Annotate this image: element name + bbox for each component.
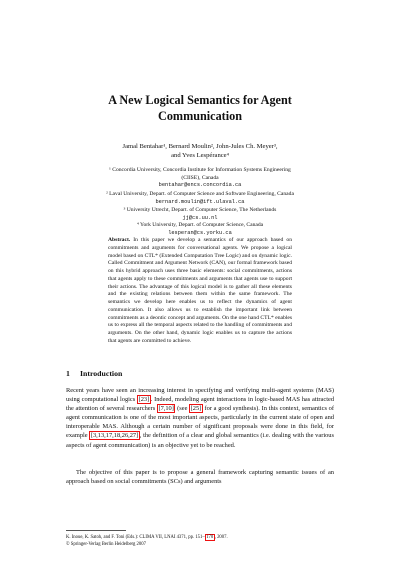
publication-footer <box>66 535 334 548</box>
affiliation-1-cont: (CIISE), Canada <box>181 174 219 181</box>
intro-paragraph-1 <box>66 386 334 450</box>
affiliation-1-email[interactable]: bentahar@encs.concordia.ca <box>158 182 242 189</box>
affiliation-3-text: ³ University Utrecht, Depart. of Computer Science, The Netherlands <box>123 207 277 213</box>
affiliation-2 <box>40 191 360 206</box>
citation-link[interactable]: [3,13,17,18,26,27] <box>90 432 139 440</box>
citation-link[interactable]: [7,10] <box>158 405 174 413</box>
citation-link[interactable]: [23] <box>138 396 150 404</box>
p1-text-e: , the definition of a clear and global semantics (i.e. dealing with the various aspects of agent communication) is an objective yet to be reached. <box>66 432 334 449</box>
affiliation-2-text: ² Laval University, Depart. of Computer Science and Software Engineering, Canada <box>106 191 294 197</box>
p1-text-a: Recent years have seen an increasing interest in specifying and verifying multi-agent systems (MAS) using computational logics <box>66 387 334 404</box>
section-heading <box>66 369 122 378</box>
authors-line2: and Yves Lespérance⁴ <box>171 152 229 159</box>
affiliation-3-email[interactable]: jj@cs.uu.nl <box>182 214 218 221</box>
footer-text: K. Inoue, K. Satoh, and F. Toni (Eds.): CLIMA VII, LNAI 4371, pp. 151– <box>66 535 205 540</box>
intro-paragraph-2: The objective of this paper is to propose a general framework capturing semantic issues of an approach based on social commitments (SCs) and arguments <box>66 469 334 486</box>
affiliation-2-email[interactable]: bernard.moulin@ift.ulaval.ca <box>155 198 245 205</box>
p1-text-c: (see <box>175 405 190 413</box>
affiliation-1 <box>40 167 360 190</box>
affiliation-1-text: ¹ Concordia University, Concordia Institute for Information Systems Engineering <box>109 167 291 173</box>
affiliation-3 <box>40 207 360 222</box>
affiliation-4-text: ⁴ York University, Depart. of Computer Science, Canada <box>136 222 264 228</box>
citation-link[interactable]: [25] <box>190 405 202 413</box>
page-range-link[interactable]: 170 <box>206 535 214 540</box>
footer-text-end: , 2007. <box>214 535 228 540</box>
affiliation-4-email[interactable]: lesperan@cs.yorku.ca <box>168 229 232 236</box>
paper-title-line2: Communication <box>158 109 242 123</box>
p1-text-d: for a good synthesis). In this context, semantics of agent communication is one of the most important aspects, particularly in the current state of open and interoperable MAS. Although a certain number of significant proposals were done in this field, for example <box>66 405 334 440</box>
footer-line-2: © Springer-Verlag Berlin Heidelberg 2007 <box>66 541 146 547</box>
authors-line1: Jamal Bentahar¹, Bernard Moulin², John-Jules Ch. Meyer³, <box>122 143 278 150</box>
paper-title-line1: A New Logical Semantics for Agent <box>108 93 292 107</box>
abstract <box>108 237 292 346</box>
affiliation-4 <box>40 222 360 237</box>
abstract-text: In this paper we develop a semantics of our approach based on commitments and arguments for conversational agents. We propose a logical model based on CTL* (Extended Computation Tree Logic) and on dynamic logic. Called Commitment and Argument Network (CAN), our formal framework based on this hybrid approach uses three basic elements: social commitments, actions that agents apply to these commitments and arguments that agents use to support their actions. The advantage of this logical model is to gather all these elements and the existing relations between them within the same framework. The semantics we develop here enables us to reflect the dynamics of agent communication. It also allows us to establish the important link between commitments as a deontic concept and arguments. On the one hand CTL* enables us to express all the temporal aspects related to the handling of commitments and arguments. On the other hand, dynamic logic enables us to capture the actions that agents are committed to achieve. <box>108 237 292 344</box>
footnote-rule <box>66 530 126 531</box>
p1-text-b: . Indeed, modeling agent interactions in logic-based MAS has attracted the attention of several researchers <box>66 396 335 413</box>
abstract-label: Abstract. <box>108 237 131 243</box>
section-title: Introduction <box>80 369 123 378</box>
section-number: 1 <box>66 369 70 378</box>
